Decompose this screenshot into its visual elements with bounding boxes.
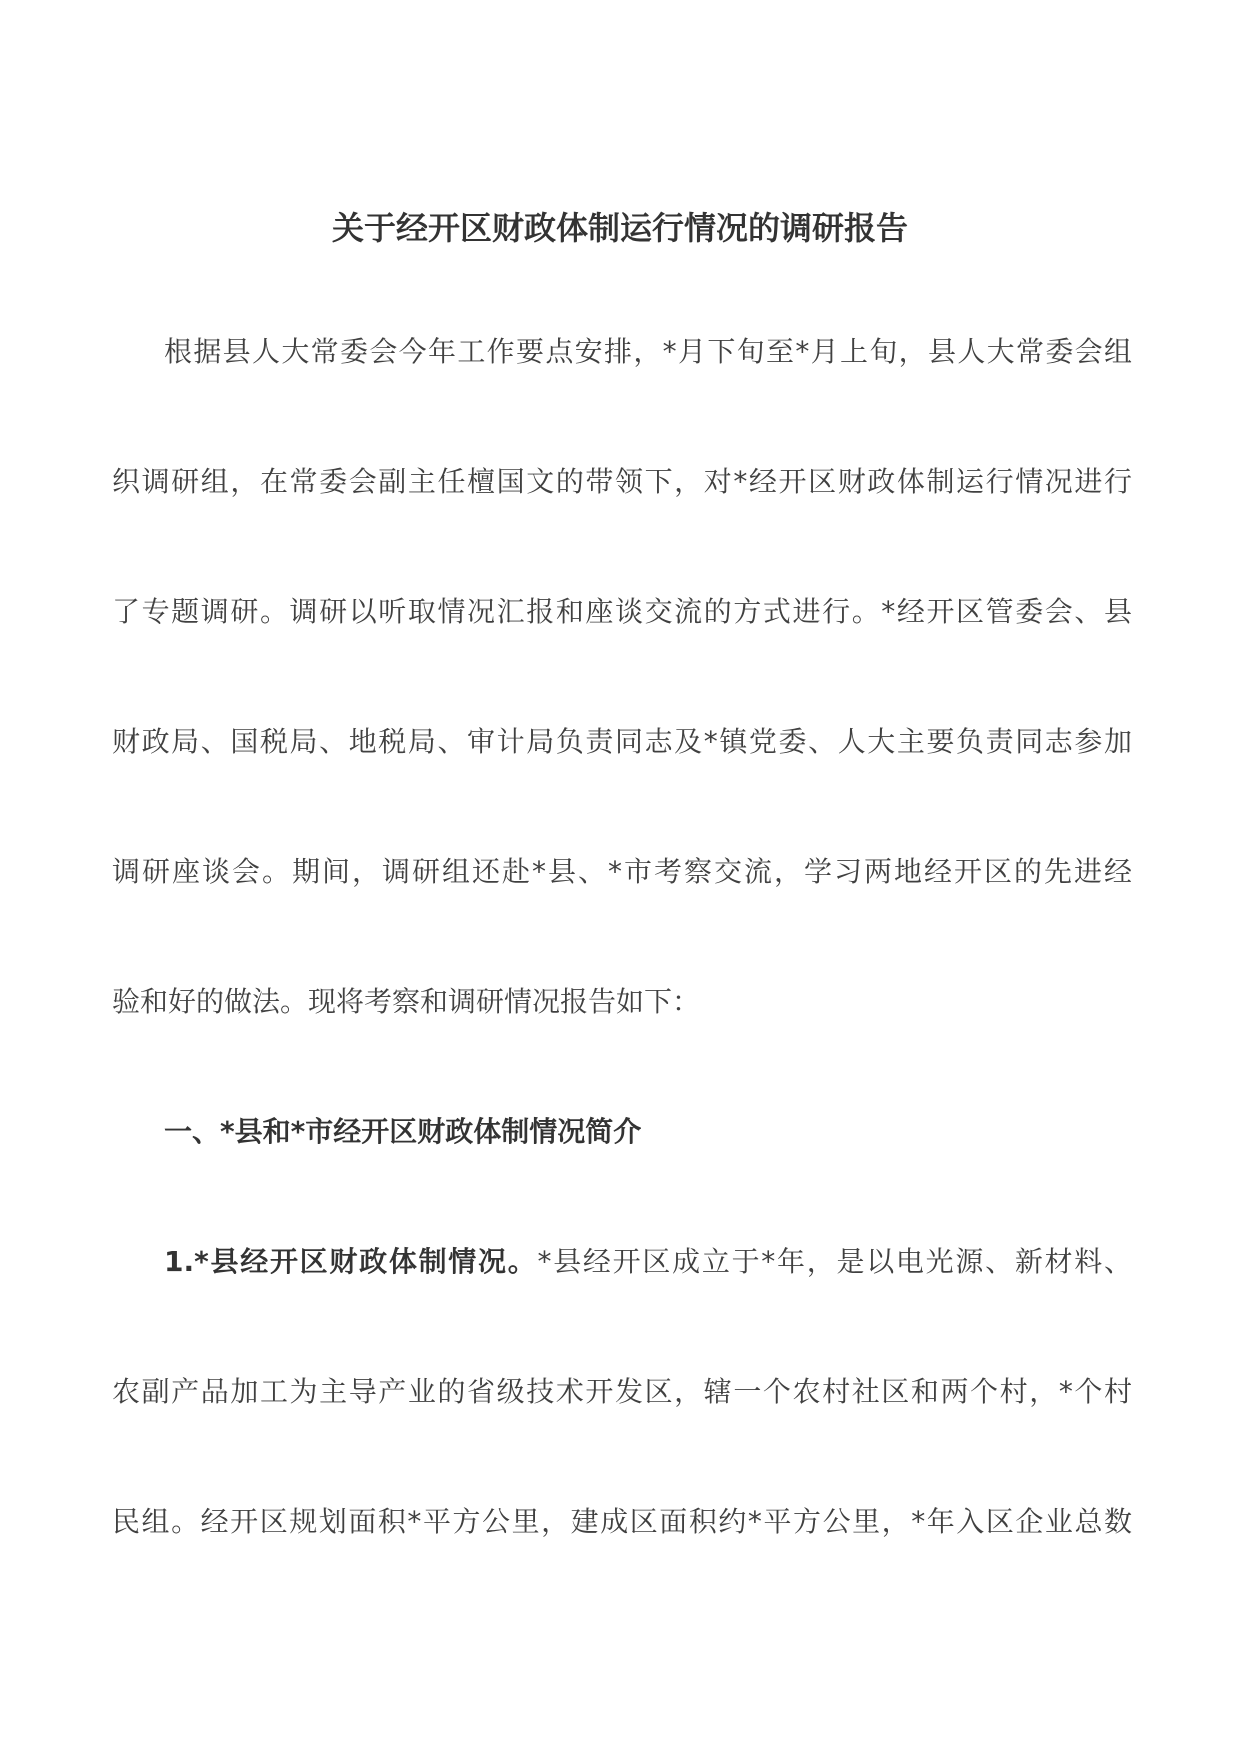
paragraph-line: 验和好的做法。现将考察和调研情况报告如下： — [112, 985, 701, 1018]
paragraph-line: 财政局、国税局、地税局、审计局负责同志及*镇党委、人大主要负责同志参加 — [112, 725, 1132, 758]
document-title: 关于经开区财政体制运行情况的调研报告 — [331, 209, 908, 247]
paragraph-line: 民组。经开区规划面积*平方公里，建成区面积约*平方公里，*年入区企业总数 — [112, 1505, 1132, 1538]
paragraph-line: 根据县人大常委会今年工作要点安排，*月下旬至*月上旬，县人大常委会组 — [164, 335, 1132, 368]
subsection-lead-text: *县经开区成立于*年，是以电光源、新材料、 — [537, 1245, 1132, 1278]
paragraph-line: 调研座谈会。期间，调研组还赴*县、*市考察交流，学习两地经开区的先进经 — [112, 855, 1132, 888]
paragraph-line: 了专题调研。调研以听取情况汇报和座谈交流的方式进行。*经开区管委会、县 — [112, 595, 1132, 628]
paragraph-line: 织调研组，在常委会副主任檀国文的带领下，对*经开区财政体制运行情况进行 — [112, 465, 1132, 498]
section-heading: 一、*县和*市经开区财政体制情况简介 — [164, 1115, 642, 1148]
subsection-lead: 1.*县经开区财政体制情况。 — [164, 1245, 538, 1278]
paragraph-line: 农副产品加工为主导产业的省级技术开发区，辖一个农村社区和两个村，*个村 — [112, 1375, 1132, 1408]
paragraph-first-line — [164, 1240, 1132, 1284]
